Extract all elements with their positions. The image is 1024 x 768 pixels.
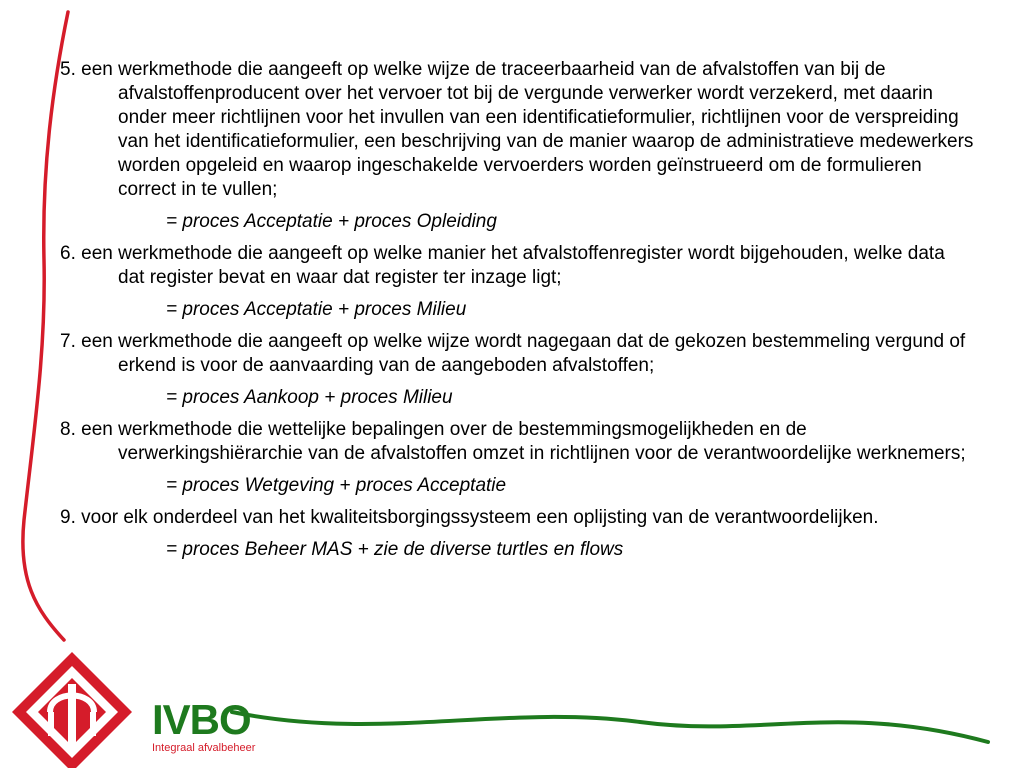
list-item-result: = proces Wetgeving + proces Acceptatie: [166, 475, 507, 496]
list-item: [60, 58, 975, 234]
logo-tagline: Integraal afvalbeheer: [152, 742, 256, 754]
list-item-result: = proces Acceptatie + proces Milieu: [166, 299, 467, 320]
slide-body: [60, 58, 975, 570]
ivbo-logo: [152, 696, 282, 755]
list-item-result: = proces Beheer MAS + zie de diverse turtles en flows: [166, 539, 624, 560]
green-swoosh-line: [232, 712, 988, 742]
list-item-text: 9. voor elk onderdeel van het kwaliteitsborgingssysteem een oplijsting van de verantwoordelijken.: [60, 507, 879, 528]
list-item-text: 7. een werkmethode die aangeeft op welke wijze wordt nagegaan dat de gekozen bestemmeling vergund of erkend is voor de aanvaarding van de aangeboden afvalstoffen;: [60, 331, 966, 376]
list-item-result: = proces Aankoop + proces Milieu: [166, 387, 453, 408]
list-item-text: 8. een werkmethode die wettelijke bepalingen over de bestemmingsmogelijkheden en de verwerkingshiërarchie van de afvalstoffen omzet in richtlijnen voor de verantwoordelijke werknemers;: [60, 419, 966, 464]
logo-brand-name: IVBO: [152, 696, 251, 743]
ivbo-logo-emblem: [12, 652, 132, 768]
list-item: [60, 242, 975, 322]
list-item-text: 5. een werkmethode die aangeeft op welke wijze de traceerbaarheid van de afvalstoffen van bij de afvalstoffenproducent over het vervoer tot bij de vergunde verwerker wordt verzekerd, met daarin onder meer richtlijnen voor het invullen van een identificatieformulier, richtlijnen voor de verspreiding van het identificatieformulier, een beschrijving van de manier waarop de administratieve medewerkers worden opgeleid en waarop ingeschakelde vervoerders worden geïnstrueerd om de formulieren correct in te vullen;: [60, 59, 974, 200]
list-item-text: 6. een werkmethode die aangeeft op welke manier het afvalstoffenregister wordt bijgehouden, welke data dat register bevat en waar dat register ter inzage ligt;: [60, 243, 945, 288]
list-item: [60, 418, 975, 498]
list-item-result: = proces Acceptatie + proces Opleiding: [166, 211, 497, 232]
list-item: [60, 506, 975, 562]
list-item: [60, 330, 975, 410]
